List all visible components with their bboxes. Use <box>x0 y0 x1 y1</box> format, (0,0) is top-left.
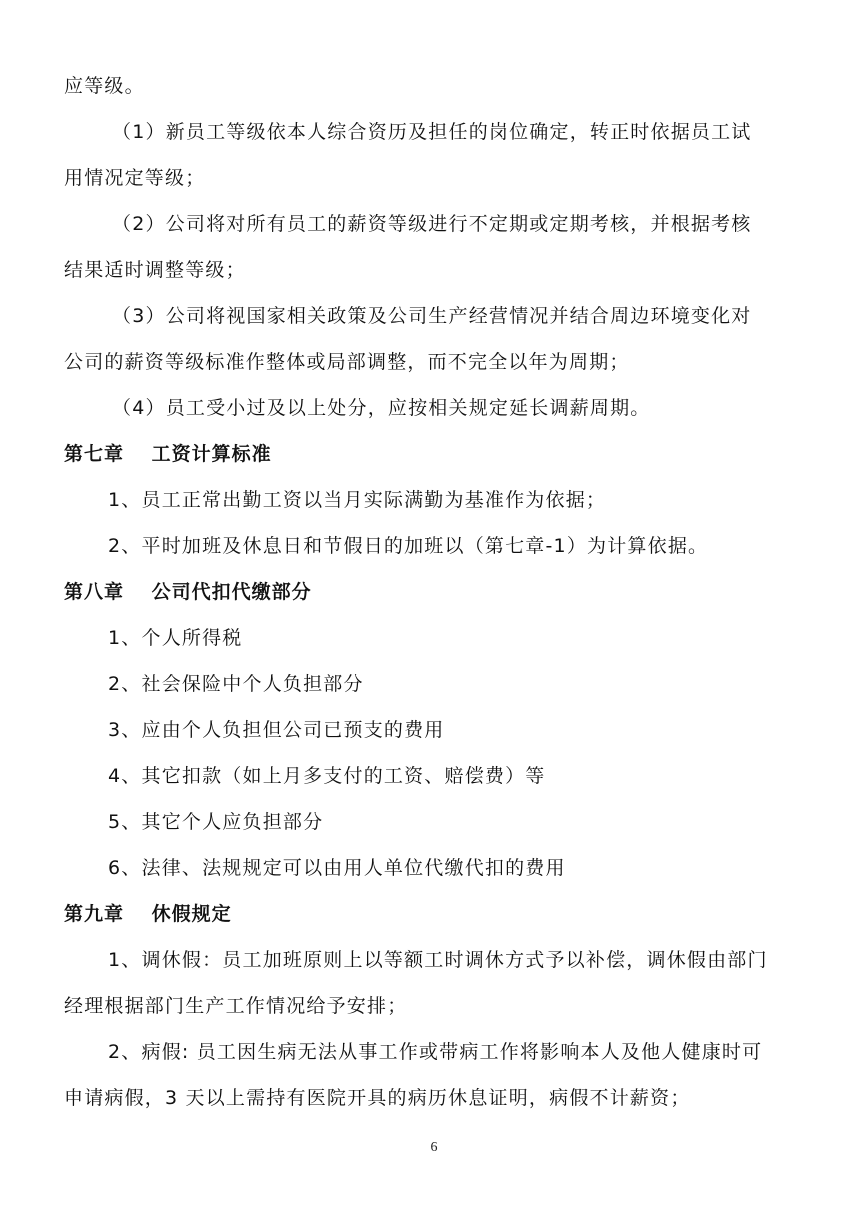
list-item: 3、应由个人负担但公司已预支的费用 <box>108 719 445 741</box>
paragraph-line: 结果适时调整等级； <box>64 259 246 281</box>
list-item: 5、其它个人应负担部分 <box>108 811 324 833</box>
paragraph-line: 经理根据部门生产工作情况给予安排； <box>64 995 408 1017</box>
paragraph-line: 用情况定等级； <box>64 167 206 189</box>
paragraph-line: 1、调休假：员工加班原则上以等额工时调休方式予以补偿，调休假由部门 <box>108 949 768 971</box>
chapter-heading: 第七章 工资计算标准 <box>64 443 272 465</box>
paragraph-line: 2、病假: 员工因生病无法从事工作或带病工作将影响本人及他人健康时可 <box>108 1041 763 1063</box>
paragraph-line: 应等级。 <box>64 75 145 97</box>
list-item: 6、法律、法规规定可以由用人单位代缴代扣的费用 <box>108 857 566 879</box>
paragraph-line: 公司的薪资等级标准作整体或局部调整，而不完全以年为周期； <box>64 351 630 373</box>
page-number: 6 <box>430 1140 438 1155</box>
list-item: 1、员工正常出勤工资以当月实际满勤为基准作为依据； <box>108 489 607 511</box>
paragraph-line: （1）新员工等级依本人综合资历及担任的岗位确定，转正时依据员工试 <box>112 121 752 143</box>
paragraph-line: 申请病假，3 天以上需持有医院开具的病历休息证明，病假不计薪资； <box>64 1087 691 1109</box>
paragraph-line: （2）公司将对所有员工的薪资等级进行不定期或定期考核，并根据考核 <box>112 213 752 235</box>
paragraph-line: （3）公司将视国家相关政策及公司生产经营情况并结合周边环境变化对 <box>112 305 752 327</box>
paragraph-line: （4）员工受小过及以上处分，应按相关规定延长调薪周期。 <box>112 397 651 419</box>
list-item: 2、平时加班及休息日和节假日的加班以（第七章-1）为计算依据。 <box>108 535 709 557</box>
list-item: 2、社会保险中个人负担部分 <box>108 673 364 695</box>
list-item: 1、个人所得税 <box>108 627 243 649</box>
chapter-heading: 第九章 休假规定 <box>64 903 232 925</box>
list-item: 4、其它扣款（如上月多支付的工资、赔偿费）等 <box>108 765 546 787</box>
chapter-heading: 第八章 公司代扣代缴部分 <box>64 581 312 603</box>
